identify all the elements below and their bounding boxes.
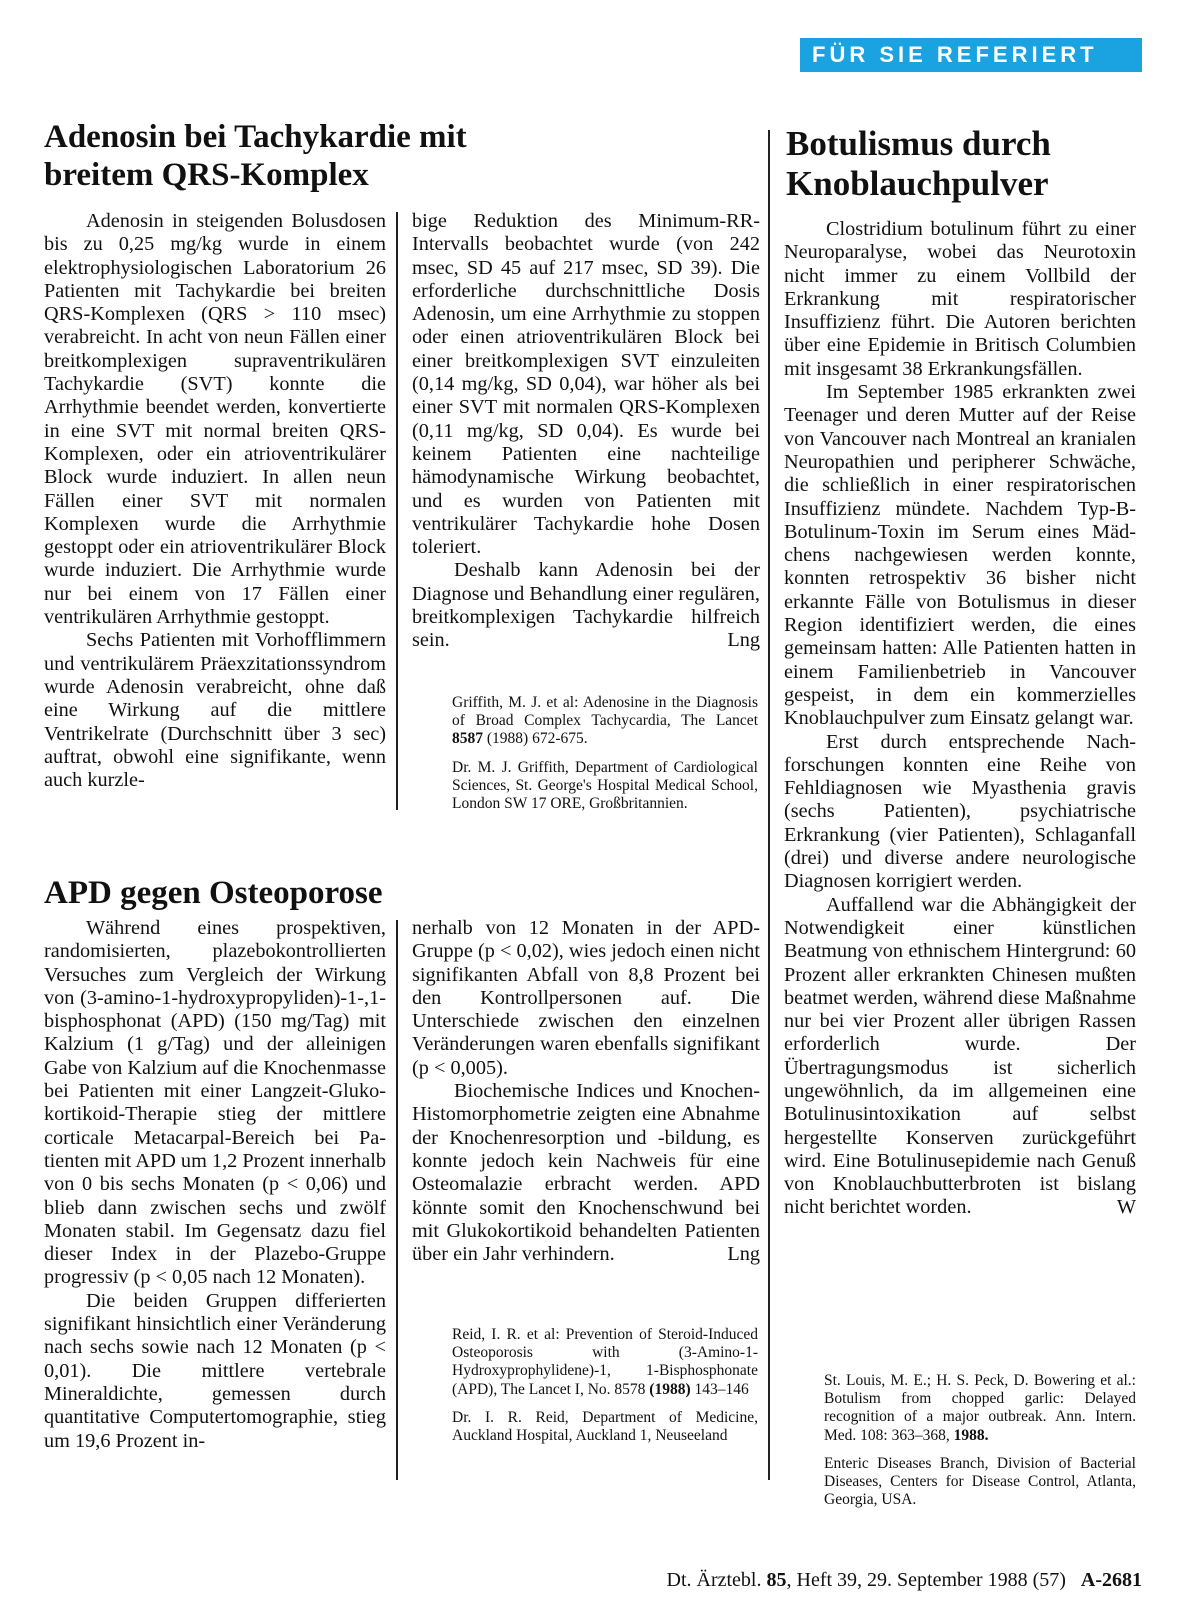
paragraph: Erst durch entsprechende Nachforschungen konnten eine Reihe von Fehldiagnosen wie Myasthenia gravis (sechs Patienten), psychiatrische Erkrankung (vier Patienten), Schlaganfall (drei) und diverse andere neurologische Diagnosen korrigiert werden.: [784, 730, 1136, 893]
paragraph: Die beiden Gruppen differierten signifikant hinsichtlich einer Veränderung nach sechs sowie nach 12 Monaten (p < 0,01). Die mittlere vertebrale Mineraldichte, gemessen durch quantitative Computertomographie, stieg um 19,6 Prozent in-: [44, 1289, 386, 1452]
author-signature: Lng: [727, 1243, 760, 1266]
author-address: Dr. I. R. Reid, Department of Medicine, Auckland Hospital, Auckland 1, Neuseeland: [452, 1408, 758, 1445]
article2-references: [452, 1326, 758, 1455]
reference-citation: [824, 1372, 1136, 1445]
paragraph-text: Auffallend war die Abhängigkeit der Notwendigkeit einer künstlichen Beatmung von ethnischem Hintergrund: 60 Prozent aller erkrankten Chinesen mußten beatmet werden, während diese Maßnahme nur bei vier Prozent aller übrigen Rassen erforderlich wurde. Der Übertragungsmodus ist sicherlich ungewöhnlich, da im allgemeinen eine Botulinusintoxikation auf selbst hergestellte Konserven zurückgeführt wird. Eine Botulinusepidemie nach Genuß von Knoblauchbutterbroten ist bislang nicht berichtet worden.: [784, 893, 1136, 1219]
column-divider: [768, 130, 770, 1480]
paragraph: Clostridium botulinum führt zu einer Neuroparalyse, wobei das Neurotoxin nicht immer zu einem Vollbild der Erkrankung mit respiratorischer Insuffizienz führt. Die Autoren berichten über eine Epidemie in Britisch Columbien mit insgesamt 38 Erkrankungsfällen.: [784, 218, 1136, 380]
title-line-2: Knoblauchpulver: [786, 164, 1049, 203]
paragraph-text: Deshalb kann Adenosin bei der Diagnose und Behandlung einer regulären, breitkomplexigen Tachykardie hilfreich sein.: [412, 559, 760, 652]
article1-references: [452, 694, 758, 823]
author-signature: Lng: [727, 629, 760, 652]
journal-name: Dt. Ärztebl.: [666, 1569, 767, 1591]
paragraph: [412, 559, 760, 652]
article1-column-2: [412, 210, 760, 653]
page-number: A-2681: [1080, 1569, 1142, 1591]
column-divider: [396, 920, 398, 1480]
citation-year: 1988.: [953, 1426, 989, 1444]
citation-text: Reid, I. R. et al: Prevention of Steroid-Induced Osteoporosis with (3-Amino-1-Hydroxyprophylidene)-1, 1-Bisphosphonate (APD), The Lancet I, No. 8578: [452, 1326, 758, 1398]
paragraph: Im September 1985 erkrankten zwei Teenager und deren Mutter auf der Reise von Vancouver nach Montreal an kranialen Neuropathien und peripherer Schwäche, die schließlich in einer respiratorischen Insuffizienz mündete. Nachdem Typ-B-Botulinum-Toxin im Serum eines Mädchens nachgewiesen werden konnte, konnten retrospektiv 36 bisher nicht erkannte Fälle von Botulismus in dieser Region identifiziert werden, die eines gemeinsam hatten: Alle Patienten hatten in einem Familienbetrieb in Vancouver gespeist, in dem ein kommerzielles Knoblauchpulver zum Einsatz gelangt war.: [784, 381, 1136, 730]
article-title-adenosin: [44, 118, 604, 194]
column-divider: [396, 212, 398, 810]
article3-column: [784, 218, 1136, 1220]
citation-volume: 8587: [452, 730, 483, 748]
author-address: Enteric Diseases Branch, Division of Bacterial Diseases, Centers for Disease Control, Atlanta, Georgia, USA.: [824, 1454, 1136, 1509]
section-banner: FÜR SIE REFERIERT: [800, 38, 1142, 72]
page-footer: [667, 1568, 1142, 1592]
author-address: Dr. M. J. Griffith, Department of Cardiological Sciences, St. George's Hospital Medical School, London SW 17 ORE, Großbritannien.: [452, 758, 758, 813]
paragraph: bige Reduktion des Minimum-RR-Intervalls beobachtet wurde (von 242 msec, SD 45 auf 217 msec, SD 39). Die erforderliche durchschnittliche Dosis Adenosin, um eine Arrhythmie zu stoppen oder einen atrioventrikulären Block bei einer breitkomplexigen SVT einzuleiten (0,14 mg/kg, SD 0,04), war höher als bei einer SVT mit normalen QRS-Komplexen (0,11 mg/kg, SD 0,04). Es wurde bei keinem Patienten eine nachteilige hämodynamische Wirkung beobachtet, und es wurden von Patienten mit ventrikulärer Tachykardie hohe Dosen toleriert.: [412, 210, 760, 559]
title-line-1: Botulismus durch: [786, 124, 1051, 163]
article1-column-1: [44, 210, 386, 792]
citation-pages: (1988) 672-675.: [483, 730, 588, 748]
author-signature: W: [1116, 1196, 1136, 1219]
paragraph-text: Biochemische Indices und Knochen-Histomorphometrie zeigten eine Abnahme der Knochenresorption und -bildung, es konnte jedoch kein Nachweis für eine Osteomalazie erbracht werden. APD könnte somit den Knochenschwund bei mit Glukokortikoid behandelten Patienten über ein Jahr verhindern.: [412, 1080, 760, 1266]
citation-text: Griffith, M. J. et al: Adenosine in the Diagnosis of Broad Complex Tachycardia, The Lancet: [452, 694, 758, 730]
paragraph: Adenosin in steigenden Bolusdosen bis zu 0,25 mg/kg wurde in einem elektrophysiologischen Laboratorium 26 Patienten mit Tachykardie bei breiten QRS-Komplexen (QRS > 110 msec) verabreicht. In acht von neun Fällen einer breitkomplexigen supraventrikulären Tachykardie (SVT) konnte die Arrhythmie beendet werden, konvertierte in eine SVT mit normal breiten QRS-Komplexen, oder ein atrioventrikulärer Block wurde induziert. In allen neun Fällen einer SVT mit normalen Komplexen wurde die Arrhythmie gestoppt oder ein atrioventrikulärer Block wurde induziert. Die Arrhythmie wurde nur bei einem von 17 Fällen einer ventrikulären Arrhythmie gestoppt.: [44, 210, 386, 629]
paragraph: nerhalb von 12 Monaten in der APD-Gruppe (p < 0,02), wies jedoch einen nicht signifikanten Abfall von 8,8 Prozent bei den Kontrollpersonen auf. Die Unterschiede zwischen den einzelnen Veränderungen waren ebenfalls signifikant (p < 0,005).: [412, 917, 760, 1079]
issue-info: , Heft 39, 29. September 1988 (57): [786, 1569, 1066, 1591]
citation-text: St. Louis, M. E.; H. S. Peck, D. Bowering et al.: Botulism from chopped garlic: Delayed recognition of a major outbreak. Ann. Intern. Med. 108: 363–368,: [824, 1372, 1136, 1444]
title-line-1: Adenosin bei Tachykardie mit: [44, 119, 467, 155]
article-title-botulismus: [786, 124, 1146, 204]
title-line-2: breitem QRS-Komplex: [44, 157, 369, 193]
paragraph: [412, 1080, 760, 1266]
article3-references: [824, 1372, 1136, 1519]
journal-volume: 85: [766, 1569, 787, 1591]
citation-pages: 143–146: [690, 1380, 749, 1398]
reference-citation: [452, 694, 758, 749]
article-title-apd: APD gegen Osteoporose: [44, 875, 383, 911]
reference-citation: [452, 1326, 758, 1399]
paragraph: [784, 894, 1136, 1220]
article2-column-1: [44, 917, 386, 1453]
paragraph: Während eines prospektiven, randomisierten, plazebokontrollierten Versuches zum Vergleich der Wirkung von (3-amino-1-hydroxypropyliden)-1-,1-bisphosphonat (APD) (150 mg/Tag) mit Kalzium (1 g/Tag) und der alleinigen Gabe von Kalzium auf die Knochenmasse bei Patienten mit einer Langzeit-Glukokortikoid-Therapie stieg der mittlere corticale Metacarpal-Bereich bei Patienten mit APD um 1,2 Prozent innerhalb von 0 bis sechs Monaten (p < 0,06) und blieb dann zwischen sechs und zwölf Monaten stabil. Im Gegensatz dazu fiel dieser Index in der Plazebo-Gruppe progressiv (p < 0,05 nach 12 Monaten).: [44, 917, 386, 1289]
article2-column-2: [412, 917, 760, 1266]
citation-year: (1988): [649, 1380, 691, 1398]
paragraph: Sechs Patienten mit Vorhofflimmern und ventrikulärem Präexzitationssyndrom wurde Adenosin verabreicht, ohne daß eine Wirkung auf die mittlere Ventrikelrate (Durchschnitt über 3 sec) auftrat, obwohl eine signifikante, wenn auch kurzle-: [44, 629, 386, 792]
